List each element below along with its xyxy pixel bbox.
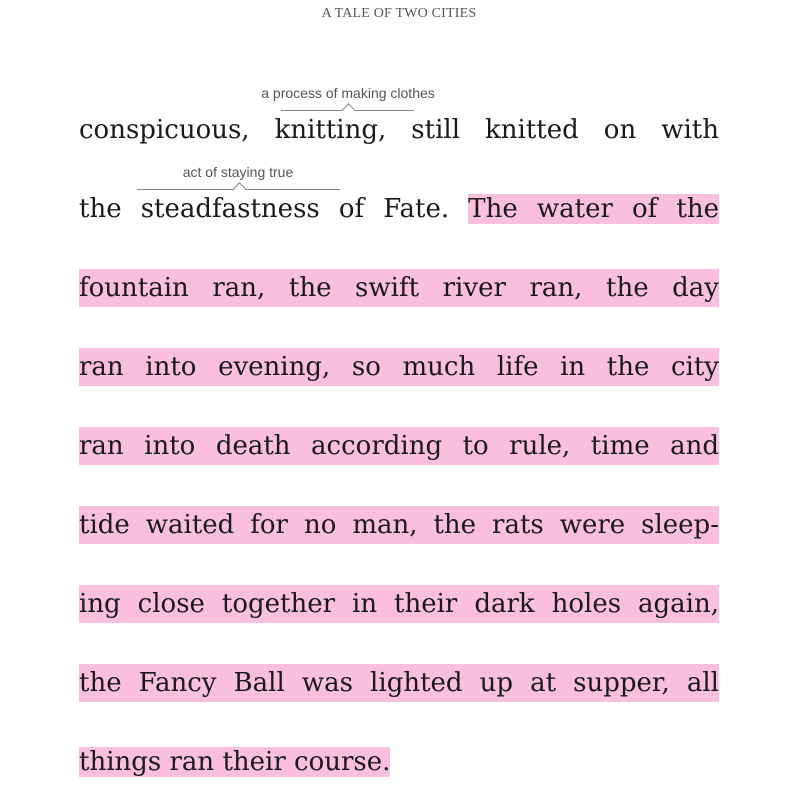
highlighted-text: ran into evening, so much life in the city — [79, 352, 719, 382]
highlighted-line[interactable] — [79, 348, 719, 386]
text-line[interactable] — [79, 190, 719, 228]
book-title: A TALE OF TWO CITIES — [321, 6, 477, 21]
gloss-knitting[interactable]: a process of making clothes — [261, 85, 435, 101]
highlighted-line[interactable] — [79, 427, 719, 465]
highlighted-line[interactable] — [79, 506, 719, 544]
text-line[interactable] — [79, 743, 719, 781]
gloss-steadfastness[interactable]: act of staying true — [182, 164, 294, 180]
highlighted-text: fountain ran, the swift river ran, the day — [79, 273, 719, 303]
highlighted-text: tide waited for no man, the rats were sleep- — [79, 510, 719, 540]
line-plain-text: the steadfastness of Fate. — [79, 194, 469, 224]
highlighted-text[interactable]: things ran their course. — [79, 747, 391, 777]
highlighted-text: ing close together in their dark holes again, — [79, 589, 719, 619]
highlighted-line[interactable] — [79, 664, 719, 702]
highlighted-line[interactable] — [79, 585, 719, 623]
highlighted-text: ran into death according to rule, time and — [79, 431, 719, 461]
text-line[interactable] — [79, 111, 719, 149]
highlighted-text[interactable]: The water of the — [468, 194, 719, 224]
line-plain-text: conspicuous, knitting, still knitted on with — [79, 115, 719, 145]
highlighted-text: the Fancy Ball was lighted up at supper, all — [79, 668, 719, 698]
highlighted-line[interactable] — [79, 269, 719, 307]
